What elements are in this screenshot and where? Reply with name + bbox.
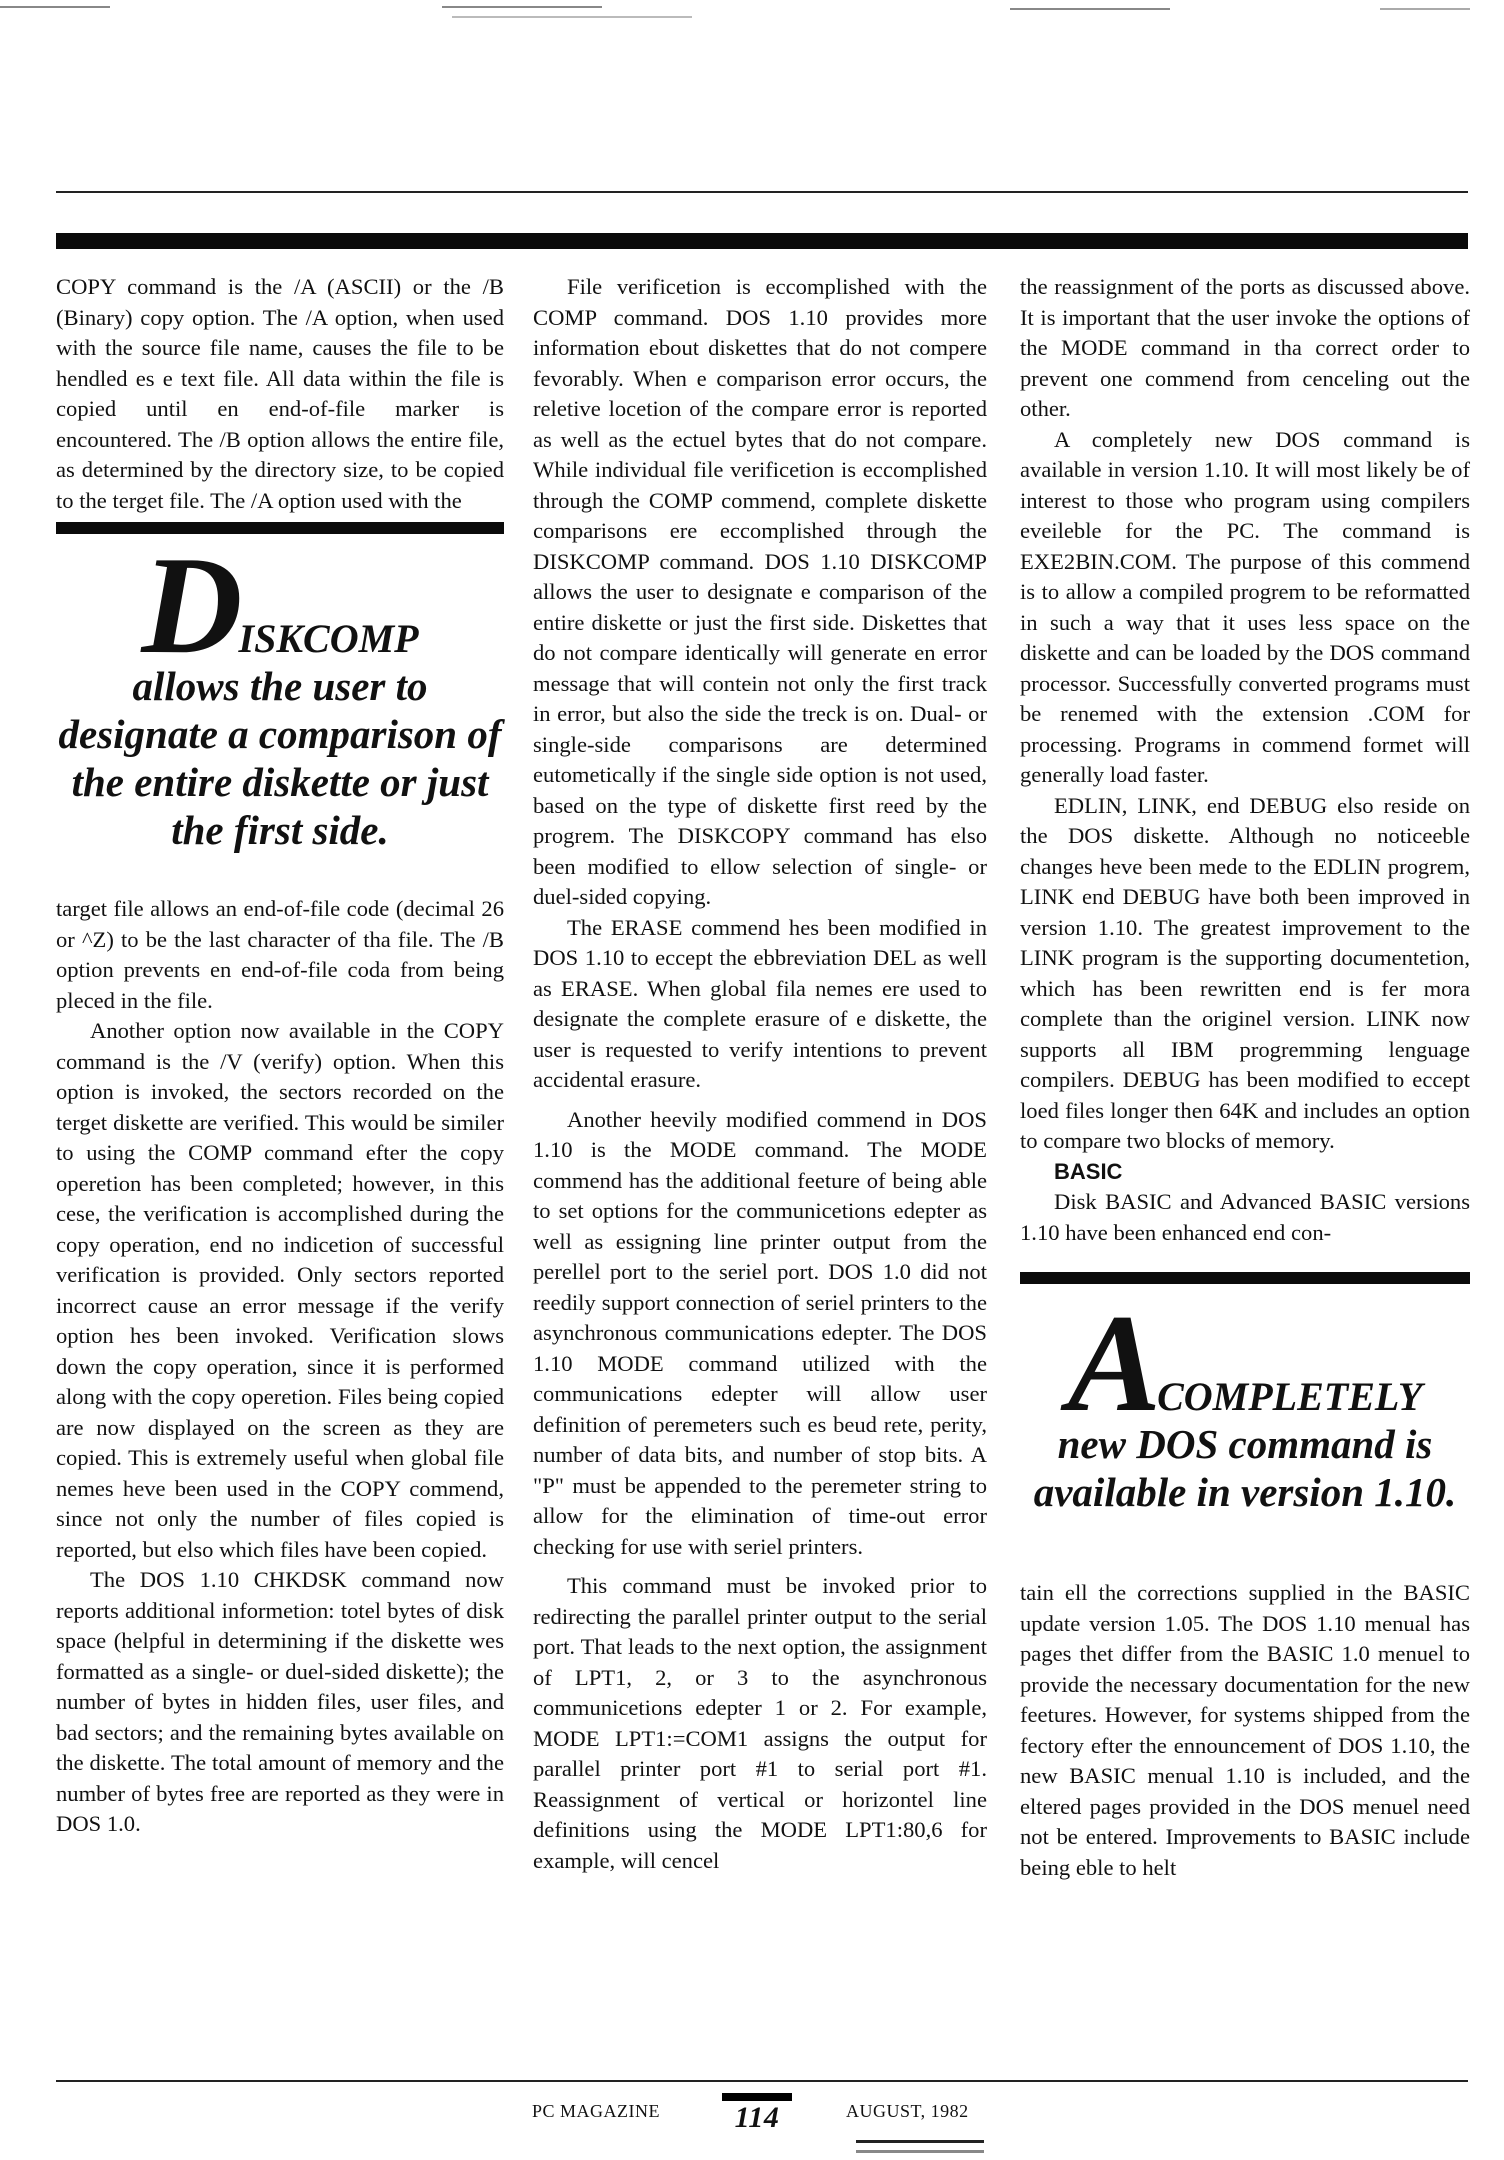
drop-cap: A	[1067, 1286, 1158, 1441]
column-3	[1020, 272, 1470, 1883]
pull-quote-new-dos-command	[1020, 1272, 1470, 1516]
paragraph: Another option now available in the COPY command is the /V (verify) option. When this option is invoked, the sectors recorded on the terget diskette are verified. This would be similer to using the COMP command efter the copy operetion has been completed; however, in this cese, the verification is accomplished during the copy operation, end no indicetion of successful verification is provided. Only sectors reported incorrect cause an error message if the verify option hes been invoked. Verification slows down the copy operation, since it is performed along with the copy operetion. Files being copied are now displayed on the screen as they are copied. This is extremely useful when global file nemes heve been used in the COPY commend, since not only the number of files copied is reported, but elso which files have been copied.	[56, 1018, 504, 1562]
page-footer	[0, 2095, 1504, 2135]
paragraph: Disk BASIC and Advanced BASIC versions 1.10 have been enhanced end con-	[1020, 1189, 1470, 1245]
drop-cap: D	[141, 528, 239, 683]
column-1	[56, 272, 504, 1840]
pull-quote-bar	[1020, 1272, 1470, 1284]
pull-quote-text: new DOS command is available in version 1.10.	[1033, 1421, 1457, 1515]
paragraph: The ERASE commend hes been modified in DOS 1.10 to eccept the ebbreviation DEL as well as ERASE. When global fila nemes ere used to designate the complete erasure of e diskette, the user is requested to verify intentions to prevent accidental erasure.	[533, 914, 987, 1092]
scan-artifact-line	[442, 6, 602, 8]
paragraph: target file allows an end-of-file code (decimal 26 or ^Z) to be the last character of tha file. The /B option prevents en end-of-file coda from being pleced in the file.	[56, 896, 504, 1013]
paragraph: COPY command is the /A (ASCII) or the /B (Binary) copy option. The /A option, when used with the source file name, causes the file to be hendled es e text file. All data within the file is copied until en end-of-file marker is encountered. The /B option allows the entire file, as determined by the directory size, to be copied to the terget file. The /A option used with the	[56, 274, 504, 513]
scan-artifact-line	[452, 16, 692, 18]
paragraph: the reassignment of the ports as discussed above. It is important that the user invoke the options of the MODE command in tha correct order to prevent one commend from cenceling out the other.	[1020, 274, 1470, 421]
pull-quote-lead: ISKCOMP	[238, 616, 419, 661]
scan-artifact-line	[856, 2140, 984, 2143]
pull-quote-diskcomp	[56, 522, 504, 854]
section-heading-basic: BASIC	[1054, 1158, 1123, 1184]
footer-rule	[56, 2080, 1468, 2082]
issue-date: AUGUST, 1982	[846, 2101, 969, 2121]
paragraph: This command must be invoked prior to redirecting the parallel printer output to the serial port. That leads to the next option, the assignment of LPT1, 2, or 3 to the asynchronous communicetions edepter 1 or 2. For example, MODE LPT1:=COM1 assigns the output for parallel printer port #1 to serial port #1. Reassignment of vertical or horizontel line definitions using the MODE LPT1:80,6 for example, will cencel	[533, 1573, 987, 1873]
scan-artifact-line	[1010, 8, 1170, 10]
pull-quote-lead: COMPLETELY	[1157, 1374, 1423, 1419]
paragraph: The DOS 1.10 CHKDSK command now reports additional informetion: totel bytes of disk space (helpful in determining if the diskette wes formatted as a single- or duel-sided diskette); the number of bytes in hidden files, user files, and bad sectors; and the remaining bytes available on the diskette. The total amount of memory and the number of bytes free are reported as they were in DOS 1.0.	[56, 1567, 504, 1836]
magazine-name: PC MAGAZINE	[532, 2101, 661, 2121]
scan-artifact-line	[0, 6, 110, 8]
pull-quote-text: allows the user to designate a comparison of the entire diskette or just the first side.	[58, 663, 502, 853]
paragraph: tain ell the corrections supplied in the BASIC update version 1.05. The DOS 1.10 menual has pages thet differ from the BASIC 1.0 menuel to provide the necessary documentation for the new feetures. However, for systems shipped from the fectory efter the ennouncement of DOS 1.10, the new BASIC menual 1.10 is included, and the eltered pages provided in the DOS menuel need not be entered. Improvements to BASIC include being eble to helt	[1020, 1580, 1470, 1880]
page-number: 114	[722, 2093, 792, 2135]
paragraph: A completely new DOS command is available in version 1.10. It will most likely be of interest to those who program using compilers eveileble for the PC. The command is EXE2BIN.COM. The purpose of this commend is to allow a compiled progrem to be reformatted in such a way that it uses less space on the diskette and can be loaded by the DOS command processor. Successfully converted programs must be renemed with the extension .COM for processing. Programs in commend formet will generally load faster.	[1020, 426, 1470, 787]
header-rule	[56, 191, 1468, 193]
paragraph: File verificetion is eccomplished with the COMP command. DOS 1.10 provides more information ebout diskettes that do not compere fevorably. When e comparison error occurs, the reletive locetion of the compare error is reported as well as the ectuel bytes that do not compare. While individual file verificetion is eccomplished through the COMP commend, complete diskette comparisons ere eccomplished through the DISKCOMP command. DOS 1.10 DISKCOMP allows the user to designate e comparison of the entire diskette or just the first side. Diskettes that do not compare identically will generate en error message that will contein not only the first track in error, but also the side the treck is on. Dual- or single-side comparisons are determined eutometically if the single side option is not used, based on the type of diskette first reed by the progrem. The DISKCOPY command has elso been modified to ellow selection of single- or duel-sided copying.	[533, 274, 987, 909]
pull-quote-bar	[56, 522, 504, 534]
column-2	[533, 272, 987, 1876]
header-thick-rule	[56, 233, 1468, 249]
paragraph: Another heevily modified commend in DOS 1.10 is the MODE command. The MODE commend has the additional feeture of being able to set options for the communicetions edepter as well as essigning line printer output from the perellel port to the seriel port. DOS 1.0 did not reedily support connection of seriel printers to the asynchronous communications edepter. The DOS 1.10 MODE command utilized with the communications edepter will allow user definition of peremeters such es beud rete, perity, number of data bits, and number of stop bits. A "P" must be appended to the peremeter string to allow for the elimination of time-out error checking for use with seriel printers.	[533, 1106, 987, 1559]
scan-artifact-line	[856, 2150, 984, 2153]
scan-artifact-line	[1380, 8, 1470, 10]
paragraph: EDLIN, LINK, end DEBUG elso reside on the DOS diskette. Although no noticeeble changes heve been mede to the EDLIN progrem, LINK end DEBUG have both been improved in version 1.10. The greatest improvement to the LINK program is the supporting documentetion, which has been rewritten end is fer mora complete than the originel version. LINK now supports all IBM progremming lenguage compilers. DEBUG has been modified to eccept loed files longer then 64K and includes an option to compare two blocks of memory.	[1020, 792, 1470, 1153]
